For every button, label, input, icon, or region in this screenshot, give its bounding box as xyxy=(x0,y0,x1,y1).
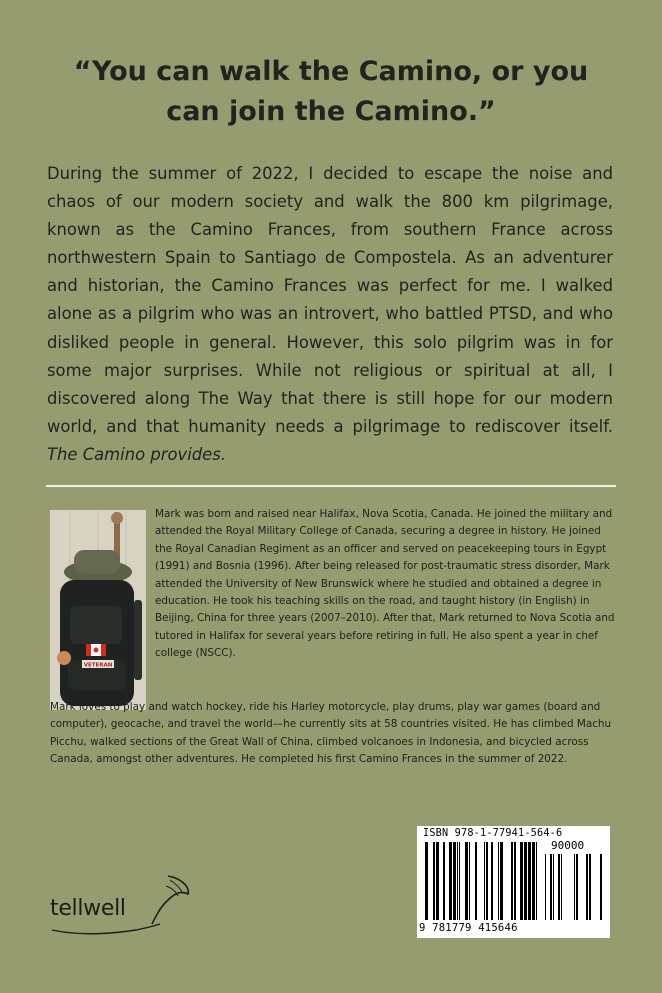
barcode-addon-bar xyxy=(561,854,562,920)
barcode-bar xyxy=(425,842,428,920)
barcode-bar xyxy=(486,842,488,920)
barcode-bar xyxy=(536,842,537,920)
barcode-bar xyxy=(457,842,458,920)
barcode-digits: 9 781779 415646 xyxy=(419,922,518,934)
barcode-bar xyxy=(436,842,439,920)
barcode-addon-bar xyxy=(545,854,546,920)
publisher-logo xyxy=(50,872,200,942)
author-bio-paragraph-2: Mark loves to play and watch hockey, ride his Harley motorcycle, play drums, play war games (board and computer), geocache, and travel the world—he currently sits at 58 countries visited. He has climbed Machu Picchu, walked sections of the Great Wall of China, climbed volcanoes in Indonesia, and bicycled across Canada, amongst other adventures. He completed his first Camino Frances in the summer of 2022. xyxy=(50,701,612,766)
barcode-bar xyxy=(453,842,456,920)
barcode-addon-bar xyxy=(553,854,554,920)
isbn-number: ISBN 978-1-77941-564-6 xyxy=(423,828,563,839)
barcode-bar xyxy=(498,842,499,920)
barcode-bar xyxy=(475,842,477,920)
barcode-bar xyxy=(491,842,493,920)
back-cover-quote xyxy=(40,52,622,132)
barcode-addon-bar xyxy=(576,854,578,920)
barcode-addon-bar xyxy=(589,854,591,920)
publisher-name: tellwell xyxy=(50,896,126,921)
barcode-bar xyxy=(500,842,503,920)
barcode-bar xyxy=(532,842,535,920)
isbn-barcode xyxy=(417,826,610,938)
barcode-addon-bar xyxy=(574,854,575,920)
price-code: 90000 xyxy=(551,839,585,852)
divider-line xyxy=(46,485,616,487)
author-bio-paragraph-1: Mark was born and raised near Halifax, Nova Scotia, Canada. He joined the military and attended the Royal Military College of Canada, securing a degree in history. He joined the Royal Canadian Regiment as an officer and served on peacekeeping tours in Egypt (1991) and Bosnia (1996). After being released for post-traumatic stress disorder, Mark attended the University of New Brunswick where he studied and obtained a degree in education. He took his teaching skills on the road, and taught history (in English) in Beijing, China for three years (2007–2010). After that, Mark returned to Nova Scotia and tutored in Halifax for several years before retiring in full. He also spent a year in chef college (NSCC). xyxy=(155,508,615,660)
barcode-addon-bar xyxy=(586,854,588,920)
barcode-bar xyxy=(459,842,460,920)
blurb-tagline: The Camino provides. xyxy=(47,444,226,464)
blurb-text: During the summer of 2022, I decided to escape the noise and chaos of our modern society and walk the 800 km pilgrimage, known as the Camino Frances, from southern France across northwestern Spain to Santiago de Compostela. As an adventurer and historian, the Camino Frances was perfect for me. I walked alone as a pilgrim who was an introvert, who battled PTSD, and who disliked people in general. However, this solo pilgrim was in for some major surprises. While not religious or spiritual at all, I discovered along The Way that there is still hope for our modern world, and that humanity needs a pilgrimage to rediscover itself. xyxy=(47,164,613,436)
barcode-bar xyxy=(484,842,485,920)
barcode-bar xyxy=(465,842,468,920)
barcode-bar xyxy=(469,842,470,920)
veteran-patch-text: VETERAN xyxy=(83,662,113,669)
barcode-bar xyxy=(514,842,516,920)
quote-line-1: “You can walk the Camino, or you xyxy=(73,56,589,87)
barcode-addon-bar xyxy=(550,854,552,920)
barcode-bar xyxy=(449,842,452,920)
barcode-bar xyxy=(528,842,531,920)
barcode-bar xyxy=(511,842,513,920)
barcode-addon-bar xyxy=(600,854,602,920)
quote-line-2: can join the Camino.” xyxy=(166,96,496,127)
author-photo-illustration xyxy=(50,510,146,710)
book-blurb xyxy=(47,160,613,469)
barcode-bar xyxy=(433,842,435,920)
barcode-bar xyxy=(520,842,523,920)
author-photo xyxy=(50,510,146,710)
barcode-bar xyxy=(443,842,445,920)
barcode-addon-bar xyxy=(558,854,560,920)
barcode-bar xyxy=(524,842,527,920)
